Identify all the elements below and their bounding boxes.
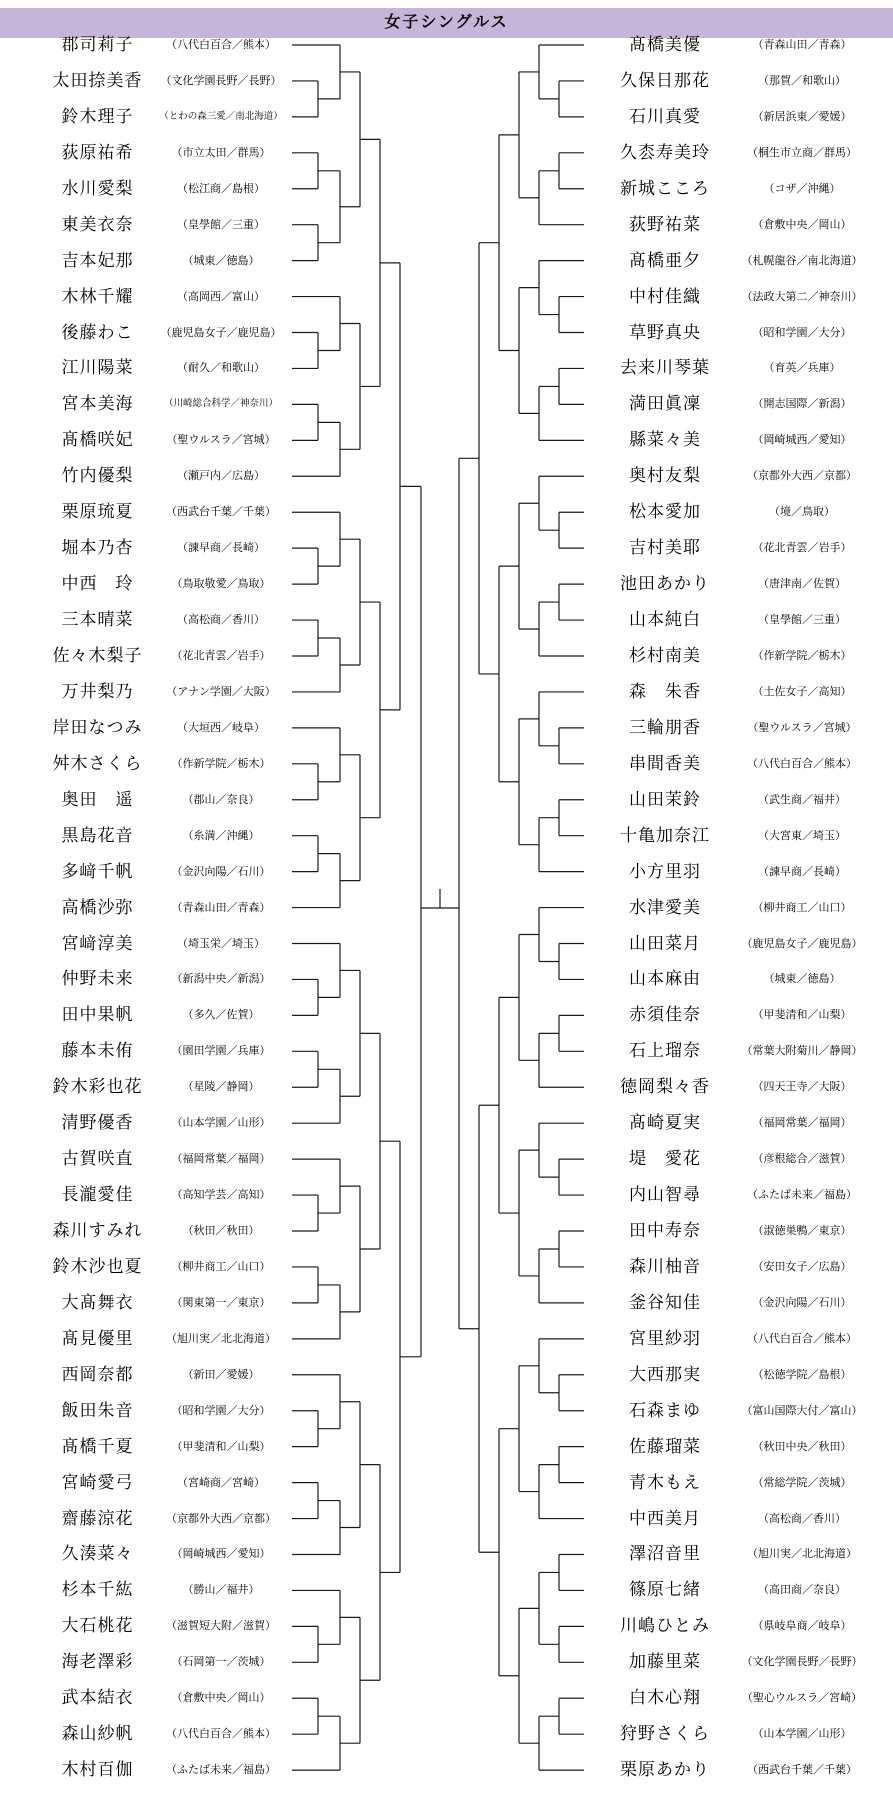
player-affiliation: （那賀／和歌山） bbox=[758, 74, 846, 87]
player-affiliation: （城東／徳島） bbox=[763, 973, 841, 986]
player-name: 郡司莉子 bbox=[61, 35, 134, 54]
player-name: 吉村美耶 bbox=[629, 538, 701, 558]
player-affiliation: （安田女子／広島） bbox=[752, 1260, 852, 1273]
player-affiliation: （新田／愛媛） bbox=[182, 1368, 260, 1381]
player-name: 髙見優里 bbox=[61, 1328, 134, 1348]
player-name: 十亀加奈江 bbox=[620, 825, 710, 845]
player-name: 田中果帆 bbox=[61, 1005, 134, 1025]
player-name: 齋藤涼花 bbox=[61, 1508, 134, 1528]
player-affiliation: （埼玉栄／埼玉） bbox=[177, 937, 265, 950]
player-affiliation: （福岡常葉／福岡） bbox=[171, 1153, 271, 1166]
player-affiliation: （福岡常葉／福岡） bbox=[752, 1117, 852, 1130]
player-affiliation: （ふたば未来／福島） bbox=[747, 1189, 857, 1202]
player-affiliation: （大宮東／埼玉） bbox=[758, 829, 846, 842]
player-affiliation: （札幌龍谷／南北海道） bbox=[741, 254, 863, 267]
player-name: 大西那実 bbox=[629, 1364, 701, 1384]
player-affiliation: （金沢向陽／石川） bbox=[752, 1296, 852, 1309]
player-affiliation: （旭川実／北北海道） bbox=[747, 1548, 857, 1561]
player-affiliation: （花北青雲／岩手） bbox=[752, 542, 852, 555]
player-affiliation: （青森山田／青森） bbox=[171, 901, 271, 914]
player-affiliation: （八代白百合／熊本） bbox=[747, 757, 857, 770]
player-affiliation: （倉敷中央／岡山） bbox=[171, 1692, 271, 1705]
player-affiliation: （昭和学園／大分） bbox=[752, 326, 852, 339]
player-name: 水津愛美 bbox=[629, 897, 701, 917]
player-name: 中村佳織 bbox=[629, 286, 701, 306]
player-name: 澤沼音里 bbox=[629, 1544, 701, 1564]
player-affiliation: （鹿児島女子／鹿児島） bbox=[160, 326, 282, 339]
player-affiliation: （宮崎商／宮崎） bbox=[177, 1476, 265, 1489]
player-name: 古賀咲直 bbox=[61, 1149, 134, 1169]
player-name: 西岡奈都 bbox=[61, 1364, 134, 1384]
player-affiliation: （山本学園／山形） bbox=[752, 1728, 852, 1741]
player-name: 仲野未来 bbox=[61, 969, 134, 989]
player-affiliation: （甲斐清和／山梨） bbox=[752, 1009, 852, 1022]
player-affiliation: （糸満／沖縄） bbox=[182, 829, 260, 842]
player-affiliation: （多久／佐賀） bbox=[182, 1009, 260, 1022]
player-name: 黒島花音 bbox=[61, 825, 134, 845]
player-name: 太田捺美香 bbox=[52, 70, 143, 90]
player-name: 水川愛梨 bbox=[61, 178, 134, 198]
player-name: 釜谷知佳 bbox=[629, 1292, 701, 1312]
player-affiliation: （岡崎城西／愛知） bbox=[752, 434, 852, 447]
player-name: 後藤わこ bbox=[61, 322, 134, 342]
player-name: 飯田朱音 bbox=[61, 1400, 134, 1420]
player-affiliation: （諫早商／長崎） bbox=[177, 542, 265, 555]
player-name: 川嶋ひとみ bbox=[620, 1616, 710, 1636]
player-affiliation: （新潟中央／新潟） bbox=[171, 973, 271, 986]
player-affiliation: （高田商／奈良） bbox=[758, 1584, 846, 1597]
player-affiliation: （京都外大西／京都） bbox=[747, 470, 857, 483]
player-affiliation: （作新学院／栃木） bbox=[171, 757, 271, 770]
player-name: 去来川琴葉 bbox=[620, 358, 710, 378]
player-name: 清野優香 bbox=[61, 1113, 134, 1133]
player-name: 森 朱香 bbox=[629, 681, 701, 701]
player-name: 竹内優梨 bbox=[61, 466, 134, 486]
player-affiliation: （作新学院／栃木） bbox=[752, 649, 852, 662]
player-affiliation: （皇學館／三重） bbox=[758, 614, 846, 627]
player-affiliation: （コザ／沖縄） bbox=[763, 182, 841, 195]
player-name: 髙橋咲妃 bbox=[61, 430, 134, 450]
player-affiliation: （星陵／静岡） bbox=[182, 1081, 260, 1094]
player-affiliation: （開志国際／新潟） bbox=[752, 398, 852, 411]
player-name: 木村百伽 bbox=[61, 1760, 134, 1780]
player-affiliation: （鳥取敬愛／鳥取） bbox=[171, 578, 271, 591]
player-affiliation: （アナン学園／大阪） bbox=[166, 685, 276, 698]
player-name: 宮本美海 bbox=[61, 394, 134, 414]
player-name: 白木心翔 bbox=[629, 1688, 701, 1708]
player-affiliation: （秋田／秋田） bbox=[182, 1225, 260, 1238]
player-name: 鈴木理子 bbox=[61, 106, 134, 126]
player-affiliation: （諫早商／長崎） bbox=[758, 865, 846, 878]
player-name: 栗原琉夏 bbox=[61, 502, 134, 522]
player-affiliation: （関東第一／東京） bbox=[171, 1296, 271, 1309]
player-name: 木林千耀 bbox=[61, 286, 134, 306]
player-name: 吉本妃那 bbox=[61, 250, 134, 270]
player-affiliation: （富山国際大付／富山） bbox=[741, 1404, 863, 1417]
player-name: 海老澤彩 bbox=[61, 1652, 134, 1672]
player-affiliation: （耐久／和歌山） bbox=[177, 362, 265, 375]
player-affiliation: （とわの森三愛／南北海道） bbox=[159, 111, 283, 122]
player-name: 石森まゆ bbox=[629, 1400, 701, 1420]
player-affiliation: （彦根総合／滋賀） bbox=[752, 1153, 852, 1166]
player-name: 草野真央 bbox=[629, 322, 701, 342]
player-name: 縣菜々美 bbox=[629, 430, 701, 450]
player-name: 山本純白 bbox=[629, 610, 701, 630]
player-affiliation: （皇學館／三重） bbox=[177, 218, 265, 231]
player-name: 杉村南美 bbox=[629, 645, 701, 665]
player-name: 東美衣奈 bbox=[61, 214, 134, 234]
player-name: 髙橋亜夕 bbox=[629, 250, 701, 270]
player-affiliation: （八代白百合／熊本） bbox=[747, 1332, 857, 1345]
player-affiliation: （聖ウルスラ／宮城） bbox=[166, 434, 276, 447]
player-affiliation: （常葉大附菊川／静岡） bbox=[741, 1045, 863, 1058]
player-affiliation: （柳井商工／山口） bbox=[752, 901, 852, 914]
player-name: 山田菜月 bbox=[629, 933, 701, 953]
player-name: 久枩寿美玲 bbox=[620, 142, 710, 162]
player-affiliation: （聖ウルスラ／宮城） bbox=[747, 721, 857, 734]
player-affiliation: （武生商／福井） bbox=[758, 793, 846, 806]
player-affiliation: （松徳学院／島根） bbox=[752, 1368, 852, 1381]
player-name: 奥田 遥 bbox=[61, 789, 134, 809]
player-name: 髙崎夏実 bbox=[629, 1113, 701, 1133]
player-name: 松本愛加 bbox=[629, 502, 701, 522]
player-name: 田中寿奈 bbox=[629, 1221, 701, 1241]
player-affiliation: （瀬戸内／広島） bbox=[177, 470, 265, 483]
player-name: 篠原七緒 bbox=[629, 1580, 701, 1600]
player-name: 小方里羽 bbox=[629, 861, 701, 881]
player-affiliation: （文化学園長野／長野） bbox=[160, 74, 282, 87]
player-affiliation: （滋賀短大附／滋賀） bbox=[166, 1620, 276, 1633]
player-affiliation: （郡山／奈良） bbox=[182, 793, 260, 806]
player-name: 宮里紗羽 bbox=[629, 1328, 701, 1348]
player-name: 武本結衣 bbox=[61, 1688, 134, 1708]
player-name: 青木もえ bbox=[629, 1472, 701, 1492]
player-affiliation: （川崎総合科学／神奈川） bbox=[163, 399, 278, 410]
player-affiliation: （土佐女子／高知） bbox=[752, 685, 852, 698]
player-affiliation: （山本学園／山形） bbox=[171, 1117, 271, 1130]
player-name: 奥村友梨 bbox=[629, 466, 701, 486]
player-name: 三輪朋香 bbox=[629, 717, 701, 737]
player-name: 多﨑千帆 bbox=[61, 861, 134, 881]
player-name: 大石桃花 bbox=[61, 1616, 134, 1636]
player-affiliation: （淑徳巣鴨／東京） bbox=[752, 1225, 852, 1238]
player-affiliation: （松江商／島根） bbox=[177, 182, 265, 195]
player-name: 岸田なつみ bbox=[52, 717, 143, 737]
player-name: 鈴木沙也夏 bbox=[52, 1256, 143, 1276]
player-name: 宮崎愛弓 bbox=[61, 1472, 134, 1492]
player-name: 森川すみれ bbox=[52, 1221, 143, 1241]
player-affiliation: （城東／徳島） bbox=[182, 254, 260, 267]
player-name: 佐々木梨子 bbox=[52, 645, 143, 665]
player-name: 内山智尋 bbox=[629, 1185, 701, 1205]
player-name: 満田眞凜 bbox=[629, 394, 701, 414]
player-affiliation: （岡崎城西／愛知） bbox=[171, 1548, 271, 1561]
player-name: 赤須佳奈 bbox=[629, 1005, 701, 1025]
player-affiliation: （新居浜東／愛媛） bbox=[752, 110, 852, 123]
player-name: 荻野祐菜 bbox=[629, 214, 701, 234]
player-affiliation: （ふたば未来／福島） bbox=[166, 1764, 276, 1777]
player-affiliation: （市立太田／群馬） bbox=[171, 146, 271, 159]
player-affiliation: （八代白百合／熊本） bbox=[166, 39, 276, 51]
player-name: 狩野さくら bbox=[620, 1724, 710, 1744]
player-affiliation: （柳井商工／山口） bbox=[171, 1260, 271, 1273]
player-affiliation: （文化学園長野／長野） bbox=[741, 1656, 863, 1669]
player-affiliation: （境／鳥取） bbox=[769, 506, 835, 519]
player-name: 中西 玲 bbox=[61, 574, 134, 594]
player-affiliation: （高岡西／富山） bbox=[177, 290, 265, 303]
player-affiliation: （四天王寺／大阪） bbox=[752, 1081, 852, 1094]
player-name: 高橋沙弥 bbox=[61, 897, 134, 917]
player-name: 舛木さくら bbox=[52, 753, 143, 773]
player-name: 佐藤瑠菜 bbox=[629, 1436, 701, 1456]
player-name: 山田茉鈴 bbox=[629, 789, 701, 809]
player-affiliation: （大垣西／岐阜） bbox=[177, 721, 265, 734]
player-name: 久湊菜々 bbox=[61, 1544, 134, 1564]
player-affiliation: （倉敷中央／岡山） bbox=[752, 218, 852, 231]
player-affiliation: （勝山／福井） bbox=[182, 1584, 260, 1597]
player-name: 森川柚音 bbox=[629, 1256, 701, 1276]
player-affiliation: （桐生市立商／群馬） bbox=[747, 146, 857, 159]
player-affiliation: （青森山田／青森） bbox=[752, 39, 852, 51]
player-affiliation: （常総学院／茨城） bbox=[752, 1476, 852, 1489]
player-name: 髙橋美優 bbox=[629, 35, 701, 54]
player-name: 石川真愛 bbox=[629, 106, 701, 126]
player-affiliation: （法政大第二／神奈川） bbox=[741, 290, 863, 303]
player-name: 徳岡梨々香 bbox=[620, 1077, 710, 1097]
player-name: 石上瑠奈 bbox=[629, 1041, 701, 1061]
player-name: 荻原祐希 bbox=[61, 142, 134, 162]
player-name: 堀本乃杏 bbox=[61, 538, 134, 558]
player-affiliation: （金沢向陽／石川） bbox=[171, 865, 271, 878]
player-affiliation: （高知学芸／高知） bbox=[171, 1189, 271, 1202]
player-affiliation: （園田学園／兵庫） bbox=[171, 1045, 271, 1058]
player-affiliation: （高松商／香川） bbox=[177, 614, 265, 627]
player-affiliation: （秋田中央／秋田） bbox=[752, 1440, 852, 1453]
player-name: 宮﨑淳美 bbox=[61, 933, 134, 953]
player-name: 万井梨乃 bbox=[61, 681, 134, 701]
player-affiliation: （花北青雲／岩手） bbox=[171, 649, 271, 662]
player-name: 新城こころ bbox=[620, 178, 710, 198]
player-affiliation: （唐津南／佐賀） bbox=[758, 578, 846, 591]
page-title: 女子シングルス bbox=[384, 14, 509, 31]
player-name: 鈴木彩也花 bbox=[52, 1077, 143, 1097]
player-name: 髙橋千夏 bbox=[61, 1436, 134, 1456]
player-name: 森山紗帆 bbox=[61, 1724, 134, 1744]
player-affiliation: （県岐阜商／岐阜） bbox=[752, 1620, 852, 1633]
player-affiliation: （旭川実／北北海道） bbox=[166, 1332, 276, 1345]
player-affiliation: （甲斐清和／山梨） bbox=[171, 1440, 271, 1453]
player-affiliation: （育英／兵庫） bbox=[763, 362, 841, 375]
player-affiliation: （八代白百合／熊本） bbox=[166, 1728, 276, 1741]
player-name: 山本麻由 bbox=[629, 969, 701, 989]
player-affiliation: （聖心ウルスラ／宮崎） bbox=[741, 1692, 863, 1705]
player-name: 藤本未侑 bbox=[61, 1041, 134, 1061]
player-affiliation: （京都外大西／京都） bbox=[166, 1512, 276, 1525]
player-name: 江川陽菜 bbox=[61, 358, 134, 378]
player-name: 久保日那花 bbox=[620, 70, 710, 90]
player-name: 堤 愛花 bbox=[629, 1149, 701, 1169]
player-affiliation: （西武台千葉／千葉） bbox=[747, 1764, 857, 1777]
player-affiliation: （西武台千葉／千葉） bbox=[166, 506, 276, 519]
player-affiliation: （鹿児島女子／鹿児島） bbox=[741, 937, 863, 950]
player-affiliation: （昭和学園／大分） bbox=[171, 1404, 271, 1417]
player-name: 中西美月 bbox=[629, 1508, 701, 1528]
player-name: 串間香美 bbox=[629, 753, 701, 773]
player-name: 大髙舞衣 bbox=[61, 1292, 134, 1312]
player-name: 長瀧愛佳 bbox=[61, 1185, 134, 1205]
player-affiliation: （高松商／香川） bbox=[758, 1512, 846, 1525]
player-name: 池田あかり bbox=[620, 574, 710, 594]
player-name: 杉本千紘 bbox=[61, 1580, 134, 1600]
player-name: 栗原あかり bbox=[620, 1760, 710, 1780]
player-affiliation: （石岡第一／茨城） bbox=[171, 1656, 271, 1669]
player-name: 加藤里菜 bbox=[629, 1652, 701, 1672]
player-name: 三本晴菜 bbox=[61, 610, 134, 630]
